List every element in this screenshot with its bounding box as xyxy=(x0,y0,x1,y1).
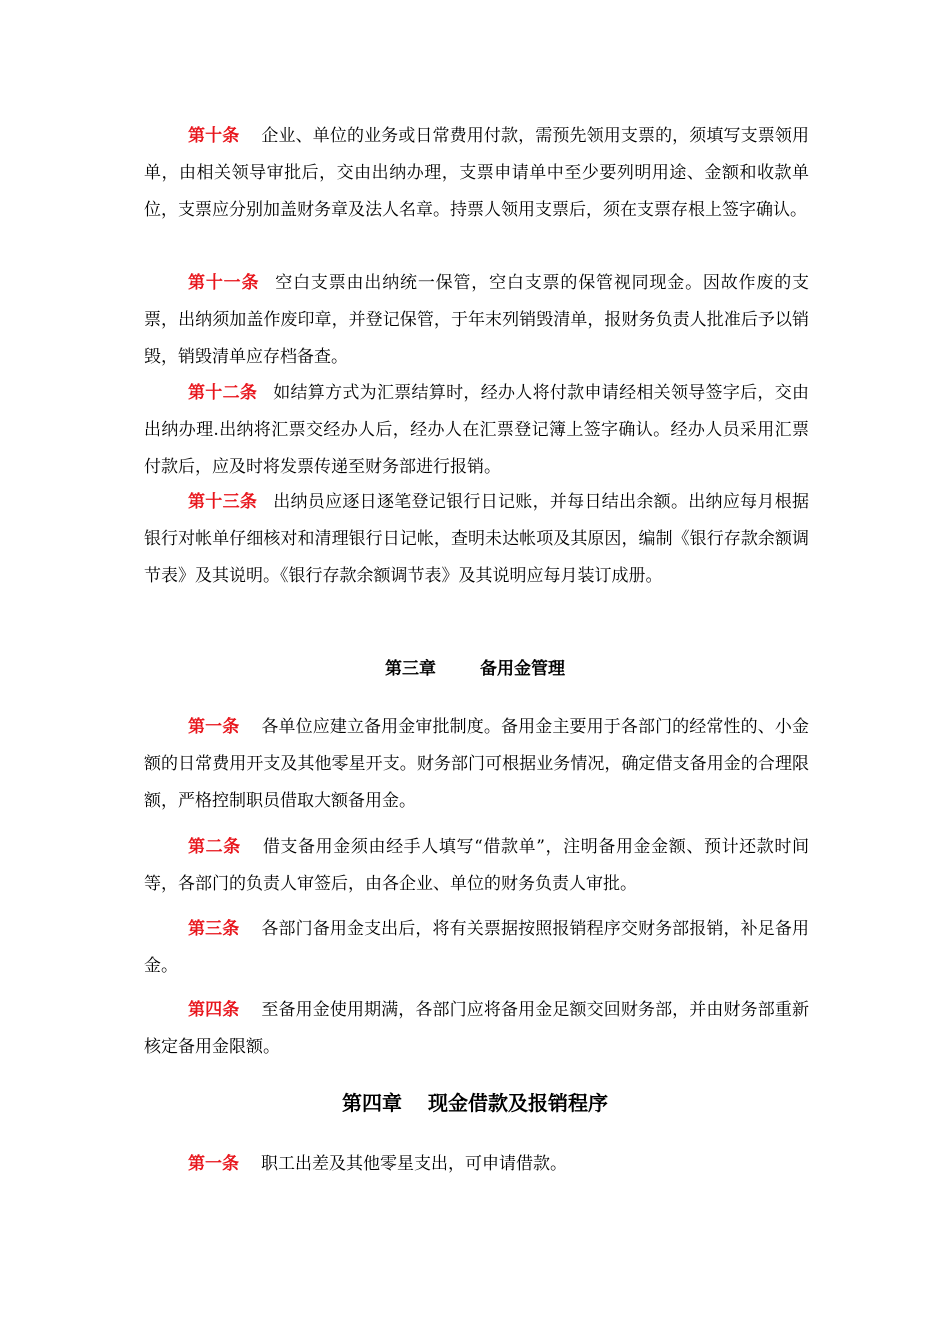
article-paragraph xyxy=(144,1146,809,1183)
article-paragraph xyxy=(144,709,809,820)
article-label: 第二条 xyxy=(188,837,241,857)
article-text: 出纳员应逐日逐笔登记银行日记账，并每日结出余额。出纳应每月根据银行对帐单仔细核对和清理银行日记帐，查明未达帐项及其原因，编制《银行存款余额调节表》及其说明。《银行存款余额调节表》及其说明应每月装订成册。 xyxy=(144,492,810,586)
article-label: 第十二条 xyxy=(188,383,258,403)
article-paragraph xyxy=(144,829,809,903)
chapter-title: 备用金管理 xyxy=(480,659,565,679)
article-text: 各单位应建立备用金审批制度。备用金主要用于各部门的经常性的、小金额的日常费用开支及其他零星开支。财务部门可根据业务情况，确定借支备用金的合理限额，严格控制职员借取大额备用金。 xyxy=(144,717,810,811)
article-label: 第三条 xyxy=(188,919,240,939)
article-label: 第一条 xyxy=(188,717,240,737)
article-paragraph xyxy=(144,118,809,229)
article-paragraph xyxy=(144,265,809,376)
article-label: 第十三条 xyxy=(188,492,258,512)
article-paragraph xyxy=(144,375,809,486)
article-label: 第十条 xyxy=(188,126,240,146)
article-text: 如结算方式为汇票结算时，经办人将付款申请经相关领导签字后，交由出纳办理.出纳将汇票交经办人后，经办人在汇票登记簿上签字确认。经办人员采用汇票付款后，应及时将发票传递至财务部进行报销。 xyxy=(144,383,810,477)
article-text: 借支备用金须由经手人填写“借款单”，注明备用金金额、预计还款时间等，各部门的负责人审签后，由各企业、单位的财务负责人审批。 xyxy=(144,837,809,894)
article-text: 职工出差及其他零星支出，可申请借款。 xyxy=(261,1154,567,1174)
chapter-number: 第四章 xyxy=(342,1091,402,1115)
article-paragraph xyxy=(144,484,809,595)
article-label: 第四条 xyxy=(188,1000,240,1020)
chapter-heading xyxy=(0,654,950,684)
chapter-title: 现金借款及报销程序 xyxy=(428,1091,608,1115)
article-text: 企业、单位的业务或日常费用付款，需预先领用支票的，须填写支票领用单，由相关领导审批后，交由出纳办理，支票申请单中至少要列明用途、金额和收款单位，支票应分别加盖财务章及法人名章。持票人领用支票后，须在支票存根上签字确认。 xyxy=(144,126,810,220)
article-label: 第一条 xyxy=(188,1154,239,1174)
article-text: 空白支票由出纳统一保管，空白支票的保管视同现金。因故作废的支票，出纳须加盖作废印章，并登记保管，于年末列销毁清单，报财务负责人批准后予以销毁，销毁清单应存档备查。 xyxy=(144,273,810,367)
article-paragraph xyxy=(144,911,809,985)
article-paragraph xyxy=(144,992,809,1066)
article-text: 各部门备用金支出后，将有关票据按照报销程序交财务部报销，补足备用金。 xyxy=(144,919,810,976)
article-text: 至备用金使用期满，各部门应将备用金足额交回财务部，并由财务部重新核定备用金限额。 xyxy=(144,1000,810,1057)
article-label: 第十一条 xyxy=(188,273,260,293)
chapter-heading xyxy=(0,1086,950,1120)
chapter-number: 第三章 xyxy=(385,659,436,679)
